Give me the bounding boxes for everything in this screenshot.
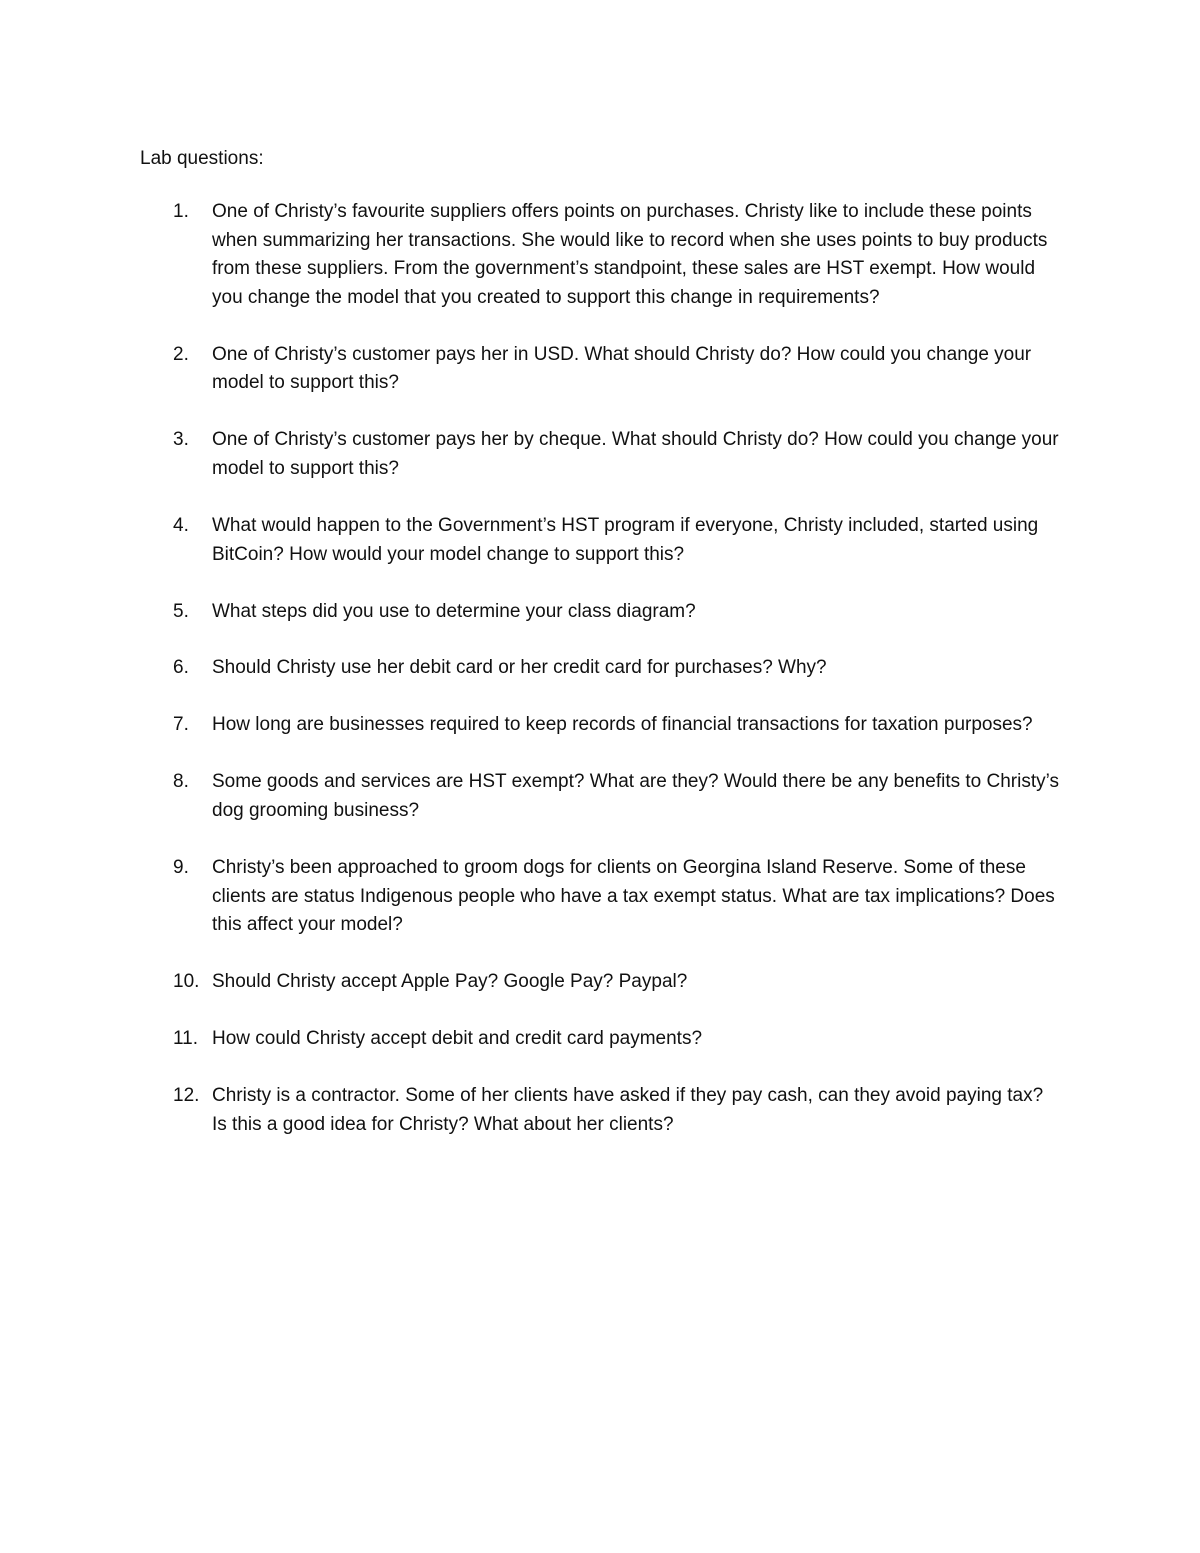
question-number: 8. xyxy=(173,771,189,793)
question-item xyxy=(140,341,1060,398)
question-item xyxy=(140,598,1060,627)
question-item xyxy=(140,854,1060,940)
question-item xyxy=(140,711,1060,740)
question-item xyxy=(140,1082,1060,1139)
question-list xyxy=(140,198,1060,1168)
question-text: Christy’s been approached to groom dogs for clients on Georgina Island Reserve. Some of these clients are status Indigenous people who have a tax exempt status. What are tax implications? Does this affect your model? xyxy=(212,857,1055,936)
question-item xyxy=(140,512,1060,569)
question-item xyxy=(140,1025,1060,1054)
question-text: Should Christy accept Apple Pay? Google Pay? Paypal? xyxy=(212,971,688,993)
question-text: One of Christy’s customer pays her in USD. What should Christy do? How could you change your model to support this? xyxy=(212,343,1032,394)
question-item xyxy=(140,654,1060,683)
question-number: 11. xyxy=(173,1028,199,1050)
question-number: 4. xyxy=(173,514,189,536)
question-text: How could Christy accept debit and credit card payments? xyxy=(212,1028,703,1050)
page-heading: Lab questions: xyxy=(140,148,264,169)
question-item xyxy=(140,768,1060,825)
question-number: 6. xyxy=(173,657,189,679)
question-number: 1. xyxy=(173,201,189,222)
question-text: One of Christy’s favourite suppliers offers points on purchases. Christy like to include these points when summarizing her transactions. She would like to record when she uses points to buy products from these suppliers. From the government’s standpoint, these sales are HST exempt. How would you change the model that you created to support this change in requirements? xyxy=(212,201,1048,308)
question-text: One of Christy’s customer pays her by cheque. What should Christy do? How could you change your model to support this? xyxy=(212,429,1059,479)
question-number: 2. xyxy=(173,343,189,365)
question-text: Christy is a contractor. Some of her clients have asked if they pay cash, can they avoid paying tax? Is this a good idea for Christy? What about her clients? xyxy=(212,1085,1044,1135)
question-text: Should Christy use her debit card or her credit card for purchases? Why? xyxy=(212,657,827,679)
question-number: 5. xyxy=(173,600,189,622)
question-number: 12. xyxy=(173,1085,200,1107)
question-number: 3. xyxy=(173,429,189,451)
question-text: What would happen to the Government’s HST program if everyone, Christy included, started using BitCoin? How would your model change to support this? xyxy=(212,514,1039,565)
question-number: 7. xyxy=(173,714,189,736)
question-item xyxy=(140,426,1060,483)
question-item xyxy=(140,968,1060,997)
question-number: 10. xyxy=(173,971,200,993)
question-item xyxy=(140,198,1060,312)
question-text: How long are businesses required to keep records of financial transactions for taxation purposes? xyxy=(212,714,1033,736)
question-text: What steps did you use to determine your class diagram? xyxy=(212,600,696,622)
question-number: 9. xyxy=(173,857,189,879)
question-text: Some goods and services are HST exempt? What are they? Would there be any benefits to Christy’s dog grooming business? xyxy=(212,771,1059,822)
